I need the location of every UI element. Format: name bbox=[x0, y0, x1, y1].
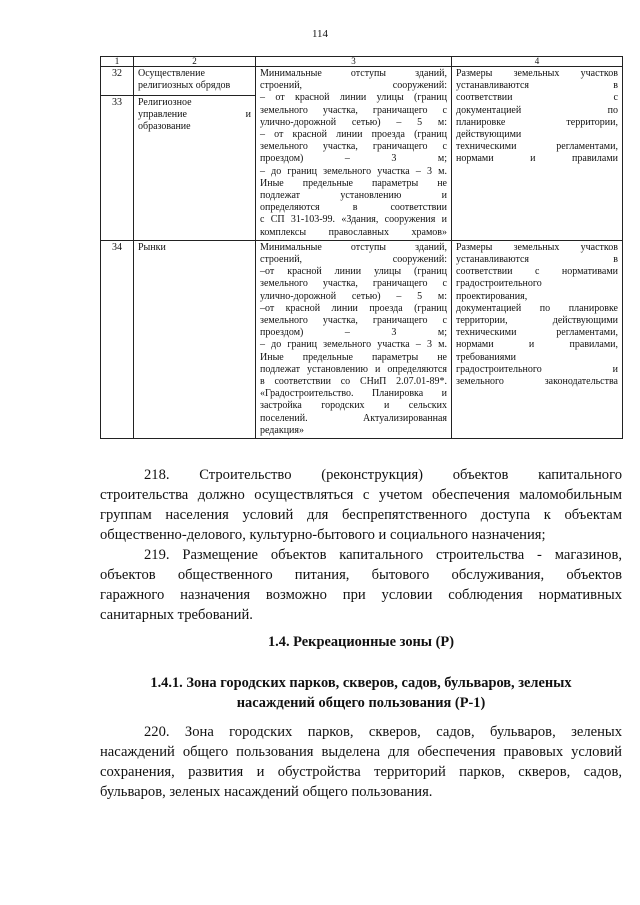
table-row bbox=[101, 67, 623, 241]
params-line: – до границ земельного участка – 3 м. bbox=[260, 339, 447, 351]
row-name-line: Осуществление bbox=[138, 68, 205, 79]
sizes-cell bbox=[452, 240, 623, 438]
sizes-line: соответствии с bbox=[456, 92, 618, 104]
params-line: застройка городских и сельских bbox=[260, 400, 447, 412]
row-name bbox=[134, 240, 256, 438]
paragraph-line: гаражного назначения возможно при условии соблюдения нормативных bbox=[100, 587, 622, 603]
params-line: определяются в соответствии bbox=[260, 202, 447, 214]
paragraph-line: 218. Строительство (реконструкция) объектов капитального bbox=[144, 467, 622, 483]
row-name-line: религиозных обрядов bbox=[138, 80, 231, 92]
sizes-line: земельного законодательства bbox=[456, 376, 618, 388]
header-cell: 2 bbox=[134, 57, 256, 67]
params-line: подлежат установлению и определяются bbox=[260, 363, 447, 375]
sizes-line: действующими bbox=[456, 129, 522, 141]
paragraph-line: 220. Зона городских парков, скверов, садов, бульваров, зеленых bbox=[144, 724, 622, 740]
params-line: –от красной линии проезда (границ bbox=[260, 302, 447, 314]
header-cell: 4 bbox=[452, 57, 623, 67]
params-line: улично-дорожной сетью) – 5 м: bbox=[260, 290, 447, 302]
row-name bbox=[134, 95, 255, 135]
paragraph-220 bbox=[100, 722, 622, 802]
sizes-line: проектирования, bbox=[456, 290, 528, 302]
subsection-heading bbox=[100, 673, 622, 713]
paragraph-line: объектов общественного питания, бытового обслуживания, объектов bbox=[100, 567, 622, 583]
paragraph-line: санитарных требований. bbox=[100, 607, 253, 623]
sizes-line: нормами и правилами bbox=[456, 153, 618, 165]
params-line: – до границ земельного участка – 3 м. bbox=[260, 165, 447, 177]
paragraph-line: бульваров, зеленых насаждений общего пользования. bbox=[100, 784, 433, 800]
params-line: с СП 31-103-99. «Здания, сооружения и bbox=[260, 214, 447, 226]
sizes-line: документацией по bbox=[456, 104, 618, 116]
paragraph-line: насаждений общего пользования выделена для обеспечения правовых условий bbox=[100, 744, 622, 760]
row-number: 33 bbox=[101, 95, 133, 110]
params-line: Минимальные отступы зданий, bbox=[260, 68, 447, 79]
row-number: 32 bbox=[112, 68, 122, 79]
params-line: проездом) – 3 м; bbox=[260, 153, 447, 165]
sizes-line: устанавливаются в bbox=[456, 80, 618, 92]
params-line: Минимальные отступы зданий, bbox=[260, 241, 447, 253]
params-line: в соответствии со СНиП 2.07.01-89*. bbox=[260, 376, 447, 388]
sizes-line: градостроительного и bbox=[456, 363, 618, 375]
sizes-line: требованиями bbox=[456, 351, 517, 363]
params-line: – от красной линии проезда (границ bbox=[260, 129, 447, 141]
row-name bbox=[134, 67, 255, 95]
paragraph-line: группам населения условий для беспрепятственного доступа к объектам bbox=[100, 507, 622, 523]
header-cell: 1 bbox=[101, 57, 134, 67]
paragraph-line: 219. Размещение объектов капитального строительства - магазинов, bbox=[144, 547, 622, 563]
paragraph-line: строительства должно осуществляться с учетом обеспечения маломобильным bbox=[100, 487, 622, 503]
params-line: поселений. Актуализированная bbox=[260, 412, 447, 424]
sizes-line: нормами и правилами, bbox=[456, 339, 618, 351]
paragraph-line: общественно-делового, культурно-бытового и социального назначения; bbox=[100, 527, 546, 543]
params-line: комплексы православных храмов» bbox=[260, 226, 447, 238]
sizes-line: территории, действующими bbox=[456, 315, 618, 327]
header-cell: 3 bbox=[256, 57, 452, 67]
sizes-line: техническими регламентами, bbox=[456, 141, 618, 153]
params-line: земельного участка, граничащего с bbox=[260, 315, 447, 327]
params-line: – от красной линии улицы (границ bbox=[260, 92, 447, 104]
sizes-cell bbox=[452, 67, 623, 241]
paragraph-line: сохранения, развития и обустройства территорий парков, скверов, садов, bbox=[100, 764, 622, 780]
params-line: земельного участка, граничащего с bbox=[260, 278, 447, 290]
section-heading: 1.4. Рекреационные зоны (Р) bbox=[267, 634, 455, 650]
params-line: строений, сооружений: bbox=[260, 254, 447, 266]
row-name-line: управление и bbox=[138, 109, 251, 121]
sizes-line: градостроительного bbox=[456, 278, 542, 290]
sizes-line: соответствии с нормативами bbox=[456, 266, 618, 278]
sizes-line: устанавливаются в bbox=[456, 254, 618, 266]
params-line: земельного участка, граничащего с bbox=[260, 141, 447, 153]
heading-line: насаждений общего пользования (Р-1) bbox=[236, 695, 486, 711]
params-line: проездом) – 3 м; bbox=[260, 327, 447, 339]
params-line: улично-дорожной сетью) – 5 м: bbox=[260, 116, 447, 128]
params-cell bbox=[256, 240, 452, 438]
row-number-cell bbox=[101, 67, 134, 241]
params-line: Иные предельные параметры не bbox=[260, 177, 447, 189]
row-name-line: Рынки bbox=[138, 241, 166, 253]
table-row bbox=[101, 240, 623, 438]
sizes-line: техническими регламентами, bbox=[456, 327, 618, 339]
params-line: редакция» bbox=[260, 424, 304, 436]
params-line: –от красной линии улицы (границ bbox=[260, 266, 447, 278]
row-name-cell bbox=[134, 67, 256, 241]
table-header-row bbox=[101, 57, 623, 67]
params-line: земельного участка, граничащего с bbox=[260, 104, 447, 116]
paragraph-218 bbox=[100, 465, 622, 545]
sizes-line: документацией по планировке bbox=[456, 302, 618, 314]
heading-line: 1.4.1. Зона городских парков, скверов, садов, бульваров, зеленых bbox=[150, 675, 572, 691]
params-line: строений, сооружений: bbox=[260, 80, 447, 92]
row-name-line: образование bbox=[138, 121, 191, 133]
row-name-line: Религиозное bbox=[138, 97, 192, 108]
row-number: 34 bbox=[101, 240, 134, 438]
page-number: 114 bbox=[311, 28, 329, 40]
regulations-table bbox=[100, 56, 623, 439]
sizes-line: Размеры земельных участков bbox=[456, 68, 618, 79]
params-line: «Градостроительство. Планировка и bbox=[260, 388, 447, 400]
params-line: Иные предельные параметры не bbox=[260, 351, 447, 363]
paragraph-219 bbox=[100, 545, 622, 625]
params-cell bbox=[256, 67, 452, 241]
params-line: подлежат установлению и bbox=[260, 190, 447, 202]
sizes-line: Размеры земельных участков bbox=[456, 241, 618, 253]
sizes-line: планировке территории, bbox=[456, 116, 618, 128]
